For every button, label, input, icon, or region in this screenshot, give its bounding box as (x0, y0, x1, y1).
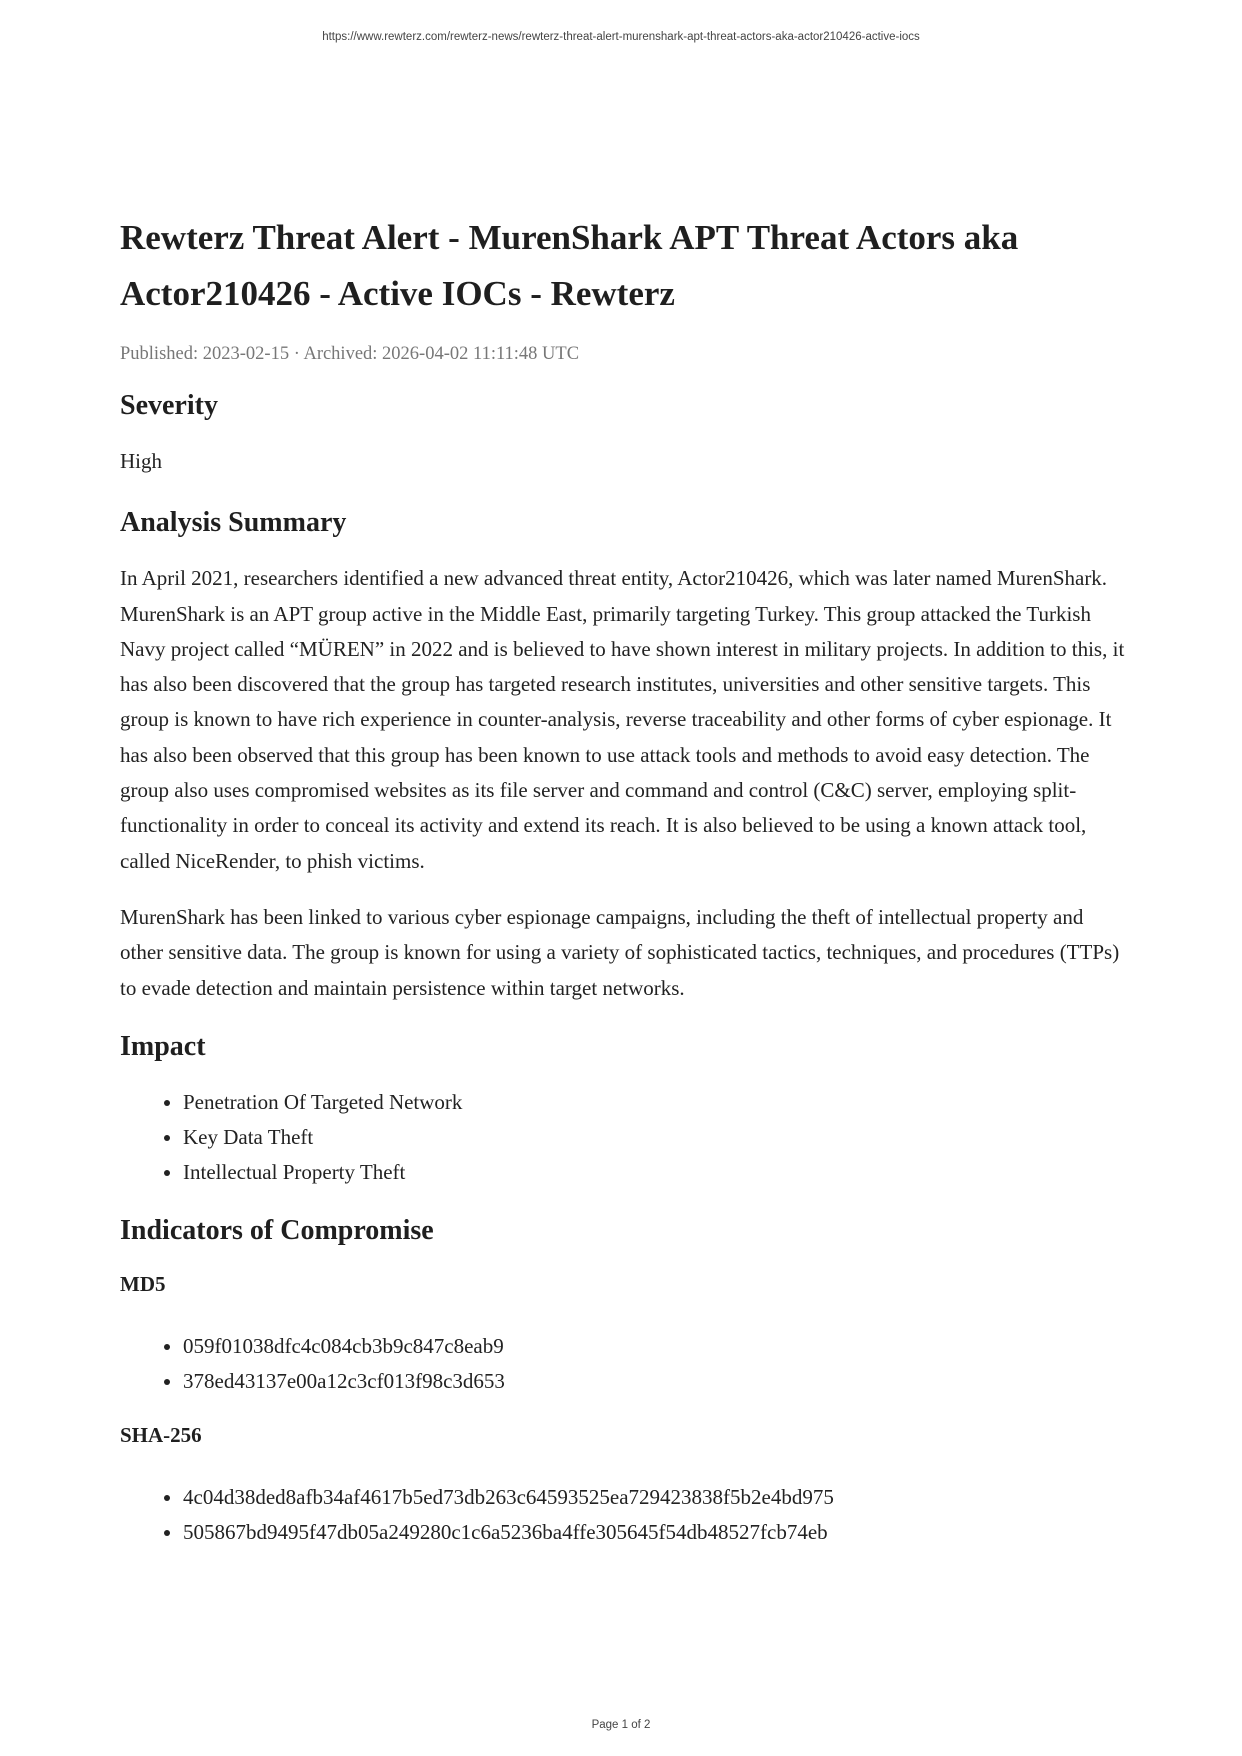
impact-list (120, 1085, 1130, 1190)
analysis-summary-heading: Analysis Summary (120, 507, 347, 539)
md5-hash: • 378ed43137e00a12c3cf013f98c3d653 (183, 1364, 1130, 1399)
severity-value: High (120, 449, 162, 473)
article (120, 210, 1130, 1571)
analysis-paragraph-2: MurenShark has been linked to various cyber espionage campaigns, including the theft of intellectual property and other sensitive data. The group is known for using a variety of sophisticated tactics, techniques, and procedures (TTPs) to evade detection and maintain persistence within target networks. (120, 904, 1120, 1000)
impact-heading: Impact (120, 1030, 206, 1062)
article-title: Rewterz Threat Alert - MurenShark APT Threat Actors aka Actor210426 - Active IOCs - Rewterz (120, 218, 1019, 313)
sha256-list (120, 1480, 1130, 1550)
sha256-label: SHA-256 (120, 1422, 202, 1447)
ioc-heading: Indicators of Compromise (120, 1214, 434, 1246)
sha256-hash: • 505867bd9495f47db05a249280c1c6a5236ba4ffe305645f54db48527fcb74eb (183, 1515, 1130, 1550)
analysis-paragraph-1: In April 2021, researchers identified a new advanced threat entity, Actor210426, which was later named MurenShark. MurenShark is an APT group active in the Middle East, primarily targeting Turkey. This group attacked the Turkish Navy project called “MÜREN” in 2022 and is believed to have shown interest in military projects. In addition to this, it has also been discovered that the group has targeted research institutes, universities and other sensitive targets. This group is known to have rich experience in counter-analysis, reverse traceability and other forms of cyber espionage. It has also been observed that this group has been known to use attack tools and methods to avoid easy detection. The group also uses compromised websites as its file server and command and control (C&C) server, employing split-functionality in order to conceal its activity and extend its reach. It is also believed to be using a known attack tool, called NiceRender, to phish victims. (120, 566, 1125, 873)
page-url: https://www.rewterz.com/rewterz-news/rewterz-threat-alert-murenshark-apt-threat-actors-aka-actor210426-active-iocs (322, 31, 920, 43)
page-number: Page 1 of 2 (591, 1719, 651, 1731)
md5-hash: • 059f01038dfc4c084cb3b9c847c8eab9 (183, 1329, 1130, 1364)
impact-item: • Penetration Of Targeted Network (183, 1085, 1130, 1120)
impact-item: • Intellectual Property Theft (183, 1155, 1130, 1190)
sha256-hash: • 4c04d38ded8afb34af4617b5ed73db263c64593525ea729423838f5b2e4bd975 (183, 1480, 1130, 1515)
impact-item: • Key Data Theft (183, 1120, 1130, 1155)
severity-heading: Severity (120, 390, 218, 421)
md5-list (120, 1329, 1130, 1399)
publish-meta: Published: 2023-02-15 · Archived: 2026-04-02 11:11:48 UTC (120, 344, 580, 364)
md5-label: MD5 (120, 1271, 166, 1296)
